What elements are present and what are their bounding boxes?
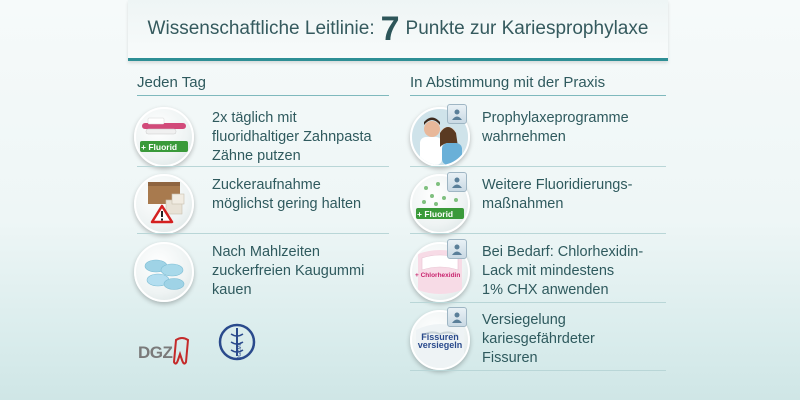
item-label-brush: 2x täglich mit fluoridhaltiger Zahnpasta Zähne putzen bbox=[212, 110, 372, 164]
fluoride-label: + Fluorid bbox=[417, 209, 454, 219]
divider bbox=[410, 233, 666, 234]
item-label-gum: Nach Mahlzeiten zuckerfreien Kaugummi kauen bbox=[212, 244, 365, 298]
divider bbox=[410, 370, 666, 371]
title-suffix: Punkte zur Kariesprophylaxe bbox=[405, 18, 649, 39]
fluoride-label: + Fluorid bbox=[141, 142, 178, 152]
item-label-prophylaxis: Prophylaxeprogramme wahrnehmen bbox=[482, 110, 629, 145]
right-title-divider bbox=[410, 95, 666, 96]
practice-badge-icon bbox=[447, 239, 467, 259]
dgzmk-logo bbox=[215, 320, 259, 364]
item-label-sealing: Versiegelung kariesgefährdeter Fissuren bbox=[482, 312, 595, 366]
item-label-sugar: Zuckeraufnahme möglichst gering halten bbox=[212, 177, 362, 212]
left-title-divider bbox=[137, 95, 389, 96]
practice-badge-icon bbox=[447, 307, 467, 327]
svg-text:DGZ: DGZ bbox=[138, 343, 173, 362]
practice-badge-icon bbox=[447, 172, 467, 192]
divider bbox=[137, 166, 389, 167]
dgz-logo bbox=[136, 334, 192, 368]
title-prefix: Wissenschaftliche Leitlinie: bbox=[147, 18, 375, 39]
title-number: 7 bbox=[380, 10, 400, 48]
item-label-fluoridation: Weitere Fluoridierungs- maßnahmen bbox=[482, 177, 633, 212]
item-label-chlorhexidine: Bei Bedarf: Chlorhexidin- Lack mit mindestens 1% CHX anwenden bbox=[482, 244, 644, 298]
page-title-banner bbox=[128, 0, 668, 61]
sugar-warning-icon bbox=[134, 174, 194, 234]
practice-badge-icon bbox=[447, 104, 467, 124]
right-column-title: In Abstimmung mit der Praxis bbox=[410, 74, 606, 91]
fissure-label: Fissuren versiegeln bbox=[417, 332, 463, 350]
divider bbox=[410, 302, 666, 303]
left-column-title: Jeden Tag bbox=[137, 74, 206, 91]
divider bbox=[410, 166, 666, 167]
svg-text:DGZMK: DGZMK bbox=[237, 341, 243, 360]
chewing-gum-icon bbox=[134, 242, 194, 302]
toothbrush-fluoride-icon bbox=[134, 107, 194, 167]
chlorhexidine-label: + Chlorhexidin bbox=[415, 272, 461, 279]
divider bbox=[137, 233, 389, 234]
